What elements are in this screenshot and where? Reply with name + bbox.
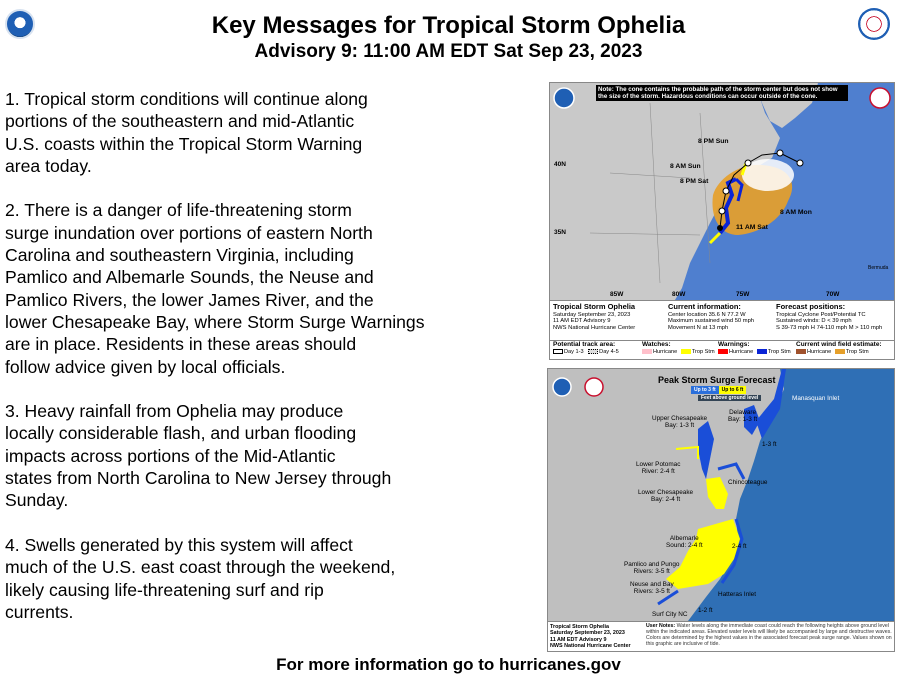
legend-watch-trop: Trop Stm	[691, 348, 715, 355]
forecast-positions-line3: S 39-73 mph H 74-110 mph M > 110 mph	[776, 325, 883, 332]
label-hatteras: Hatteras Inlet	[718, 591, 757, 598]
surge-advisory: 11 AM EDT Advisory 9	[550, 636, 607, 643]
label-albemarle: Albemarle Sound: 2-4 ft	[666, 535, 703, 549]
surge-footer	[548, 621, 894, 652]
surge-date: Saturday September 23, 2023	[550, 630, 625, 637]
label-chincoteague: Chincoteague	[728, 479, 768, 486]
forecast-positions-line1: Tropical Cyclone Post/Potential TC	[776, 311, 866, 318]
storm-date: Saturday September 23, 2023	[553, 311, 631, 318]
legend-warn-hurricane: Hurricane	[729, 348, 754, 355]
legend-wind-trop: Trop Stm	[845, 348, 869, 355]
storm-name: Tropical Storm Ophelia	[553, 302, 636, 311]
forecast-positions-line2: Sustained winds: D < 39 mph	[776, 318, 852, 325]
label-coast-2-4: 2-4 ft	[732, 543, 747, 550]
legend-warn-trop: Trop Stm	[767, 348, 791, 355]
legend-day45: Day 4-5	[599, 348, 619, 355]
current-location: Center location 35.6 N 77.2 W	[668, 311, 746, 318]
lon-label-75w: 75W	[736, 291, 750, 298]
legend-wind-hurricane: Hurricane	[807, 348, 832, 355]
current-max-wind: Maximum sustained wind 50 mph	[668, 318, 755, 325]
storm-advisory: 11 AM EDT Advisory 9	[553, 318, 611, 325]
track-label-8am-mon: 8 AM Mon	[780, 209, 812, 216]
surge-key-low: Up to 3 ft	[691, 386, 719, 394]
surge-notes-label: User Notes:	[646, 623, 676, 629]
storm-center: NWS National Hurricane Center	[553, 325, 636, 332]
advisory-subtitle: Advisory 9: 11:00 AM EDT Sat Sep 23, 2023	[254, 41, 643, 62]
key-message-1: 1. Tropical storm conditions will continue along portions of the southeastern and mid-Atlantic U.S. coasts within the Tropical Storm Warning area today.	[5, 89, 368, 176]
lat-label-35n: 35N	[554, 229, 566, 236]
noaa-map-logo	[554, 88, 574, 108]
surge-noaa-logo	[553, 378, 571, 396]
surge-title: Peak Storm Surge Forecast	[658, 375, 776, 385]
surge-graphic	[547, 368, 895, 652]
footer-link-text: For more information go to hurricanes.gov	[276, 655, 621, 674]
label-pamlico: Pamlico and Pungo Rivers: 3-5 ft	[624, 561, 680, 575]
track-label-8pm-sat: 8 PM Sat	[680, 178, 709, 185]
cone-disclaimer: Note: The cone contains the probable path of the storm center but does not show the size of the storm. Hazardous conditions can occur outside of the cone.	[596, 85, 848, 101]
track-label-11am-sat: 11 AM Sat	[736, 224, 768, 231]
key-message-4: 4. Swells generated by this system will affect much of the U.S. east coast through the weekend, likely causing life-threatening surf and rip currents.	[5, 534, 396, 622]
label-lower-chesapeake: Lower Chesapeake Bay: 2-4 ft	[638, 489, 694, 503]
surge-center: NWS National Hurricane Center	[550, 643, 631, 650]
label-coast-1-3: 1-3 ft	[762, 441, 777, 448]
label-upper-chesapeake: Upper Chesapeake Bay: 1-3 ft	[652, 415, 708, 429]
nws-map-logo	[870, 88, 890, 108]
nws-logo	[858, 8, 890, 40]
page-title: Key Messages for Tropical Storm Ophelia	[211, 12, 686, 39]
track-label-8am-sun: 8 AM Sun	[670, 163, 701, 170]
label-neuse: Neuse and Bay Rivers: 3-5 ft	[630, 581, 674, 595]
cone-graphic	[549, 82, 895, 360]
key-messages	[5, 88, 475, 645]
legend-watch-hurricane: Hurricane	[653, 348, 678, 355]
cone-info-box	[550, 300, 894, 340]
legend-wind-title: Current wind field estimate:	[796, 341, 882, 348]
surge-map	[548, 369, 894, 621]
bermuda-label: Bermuda	[868, 265, 889, 271]
legend-watches-title: Watches:	[642, 341, 671, 348]
current-position	[717, 225, 723, 231]
lon-label-85w: 85W	[610, 291, 624, 298]
track-label-8pm-sun: 8 PM Sun	[698, 138, 729, 145]
label-coast-1-2: 1-2 ft	[698, 607, 713, 614]
surge-storm-name: Tropical Storm Ophelia	[550, 624, 610, 630]
label-manasquan: Manasquan Inlet	[792, 395, 840, 402]
surge-key-note: Feet above ground level	[698, 395, 761, 401]
label-lower-potomac: Lower Potomac River: 2-4 ft	[636, 461, 681, 475]
cone-map	[550, 83, 894, 300]
lon-label-70w: 70W	[826, 291, 840, 298]
key-message-2: 2. There is a danger of life-threatening storm surge inundation over portions of eastern North Carolina and southeastern Virginia, including Pamlico and Albemarle Sounds, the Neuse and Pamlico Rivers, the lower James River, and the lower Chesapeake Bay, where Storm Surge Warnings are in place. Residents in these areas should follow advice given by local officials.	[5, 200, 425, 377]
current-info-title: Current information:	[668, 302, 741, 311]
lon-label-80w: 80W	[672, 291, 686, 298]
legend-track-title: Potential track area:	[553, 341, 616, 348]
current-movement: Movement N at 13 mph	[668, 325, 729, 332]
key-message-3: 3. Heavy rainfall from Ophelia may produce locally considerable flash, and urban flooding impacts across portions of the Mid-Atlantic states from North Carolina to New Jersey through Sunday.	[5, 401, 392, 511]
surge-key	[691, 386, 746, 394]
surge-key-high: Up to 6 ft	[719, 386, 747, 394]
surge-notes: Water levels along the immediate coast could reach the following heights above ground level within the indicated areas. Elevated water levels will likely be accompanied by large and destructive waves. Colors are determined by the highest values in the associated forecast peak surge range. Values shown on this graphic are inclusive of tide.	[646, 623, 892, 648]
label-surf-city: Surf City NC	[652, 611, 688, 618]
forecast-positions-title: Forecast positions:	[776, 302, 846, 311]
surge-nws-logo	[585, 378, 603, 396]
label-delaware: Delaware Bay: 1-3 ft	[728, 409, 758, 423]
legend-day13: Day 1-3	[564, 348, 584, 355]
cone-legend	[550, 340, 894, 360]
lat-label-40n: 40N	[554, 161, 566, 168]
legend-warnings-title: Warnings:	[718, 341, 750, 348]
